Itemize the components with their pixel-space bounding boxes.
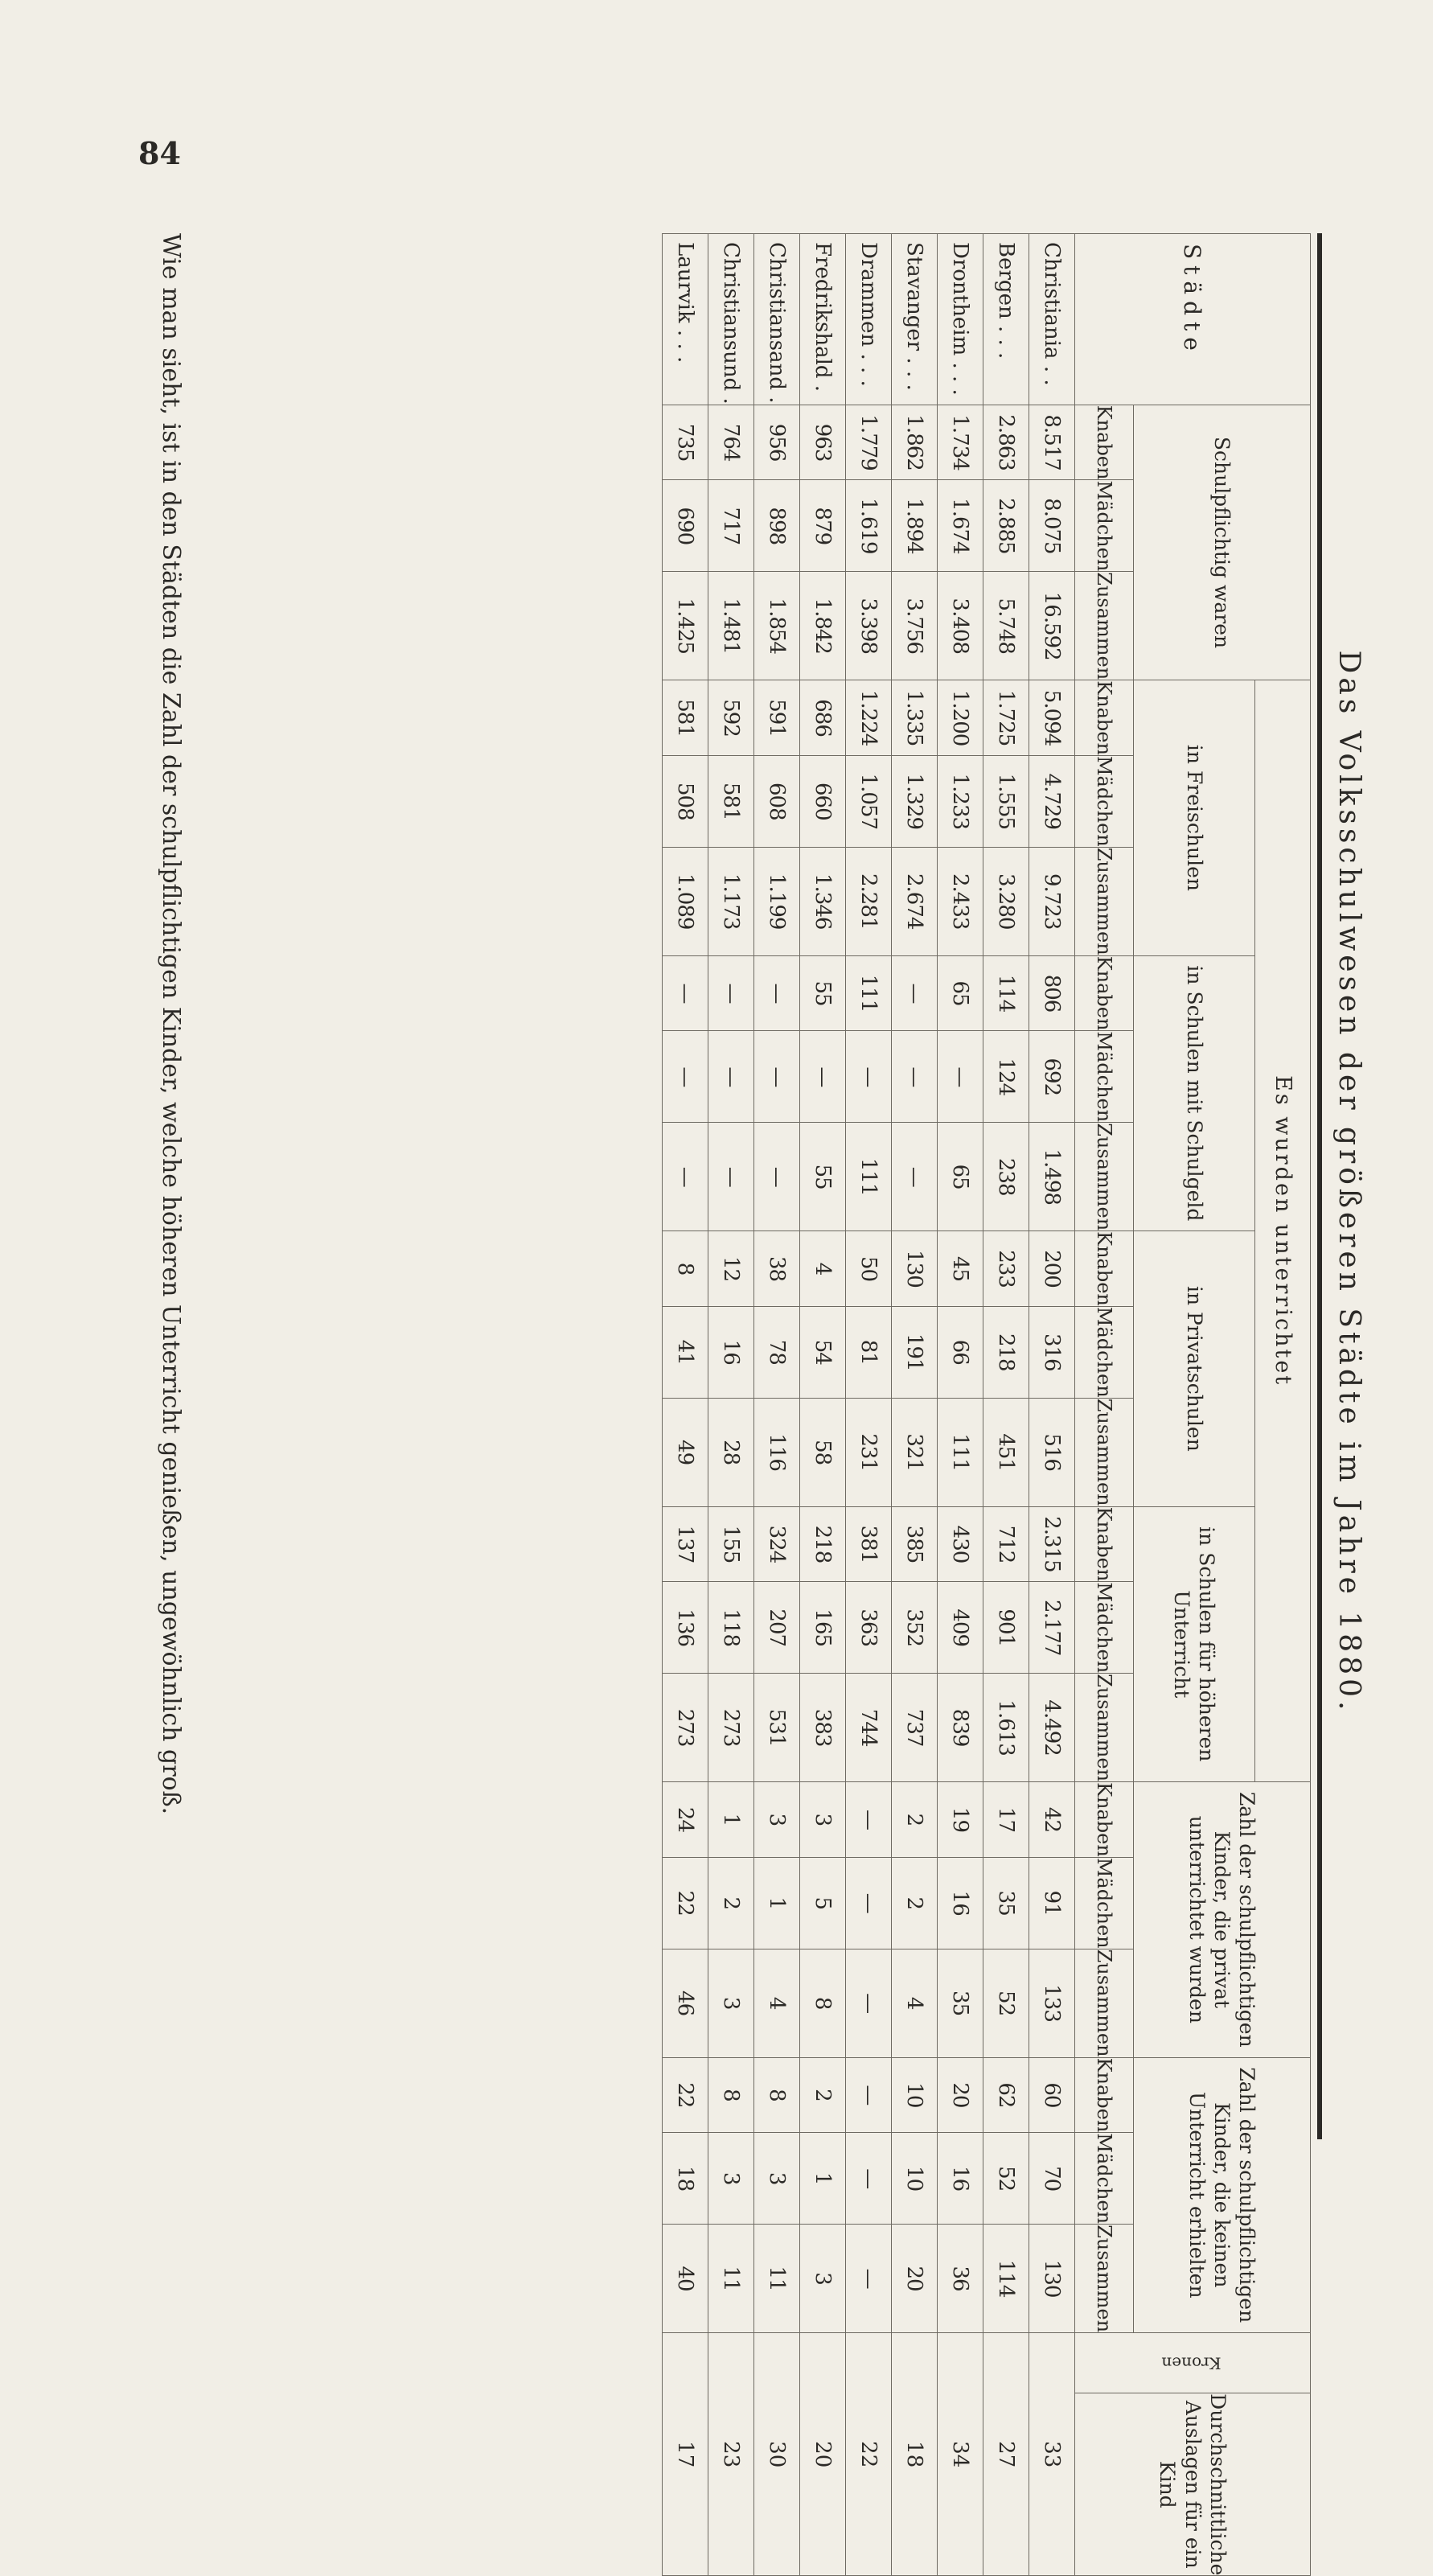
value-cell: — (663, 1123, 708, 1231)
value-cell: 20 (938, 2057, 983, 2133)
value-cell: 3.398 (846, 572, 892, 680)
table-row (983, 234, 1029, 2576)
average-cost-cell: 22 (846, 2333, 892, 2576)
table-row (754, 234, 800, 2576)
value-cell: 70 (1029, 2133, 1075, 2225)
value-cell: 46 (663, 1949, 708, 2057)
value-cell: 50 (846, 1231, 892, 1307)
value-cell: 592 (708, 680, 754, 756)
value-cell: 4.492 (1029, 1674, 1075, 1782)
value-cell: 2 (708, 1857, 754, 1949)
value-cell: 42 (1029, 1782, 1075, 1858)
header-leaf-girls: Mädchen (1075, 480, 1134, 572)
table-row (663, 234, 708, 2576)
value-cell: 18 (663, 2133, 708, 2225)
header-leaf-girls: Mädchen (1075, 2133, 1134, 2225)
header-leaf-boys: Knaben (1075, 1782, 1134, 1858)
value-cell: 4.729 (1029, 755, 1075, 847)
header-free-schools: in Freischulen (1134, 680, 1255, 955)
value-cell: 60 (1029, 2057, 1075, 2133)
value-cell: 130 (1029, 2225, 1075, 2333)
value-cell: — (663, 1031, 708, 1123)
table-body (663, 234, 1075, 2576)
value-cell: 3 (800, 1782, 846, 1858)
value-cell: 430 (938, 1506, 983, 1582)
average-cost-cell: 27 (983, 2333, 1029, 2576)
value-cell: 35 (983, 1857, 1029, 1949)
value-cell: 114 (983, 2225, 1029, 2333)
header-leaf-girls: Mädchen (1075, 755, 1134, 847)
value-cell: 1.862 (892, 405, 938, 480)
value-cell: 692 (1029, 1031, 1075, 1123)
table-row (800, 234, 846, 2576)
city-name: Christiansund . (708, 234, 754, 405)
statistics-table (662, 233, 1311, 2576)
value-cell: 8 (800, 1949, 846, 2057)
value-cell: 66 (938, 1306, 983, 1398)
value-cell: 5.094 (1029, 680, 1075, 756)
value-cell: 385 (892, 1506, 938, 1582)
city-name: Christiania . . (1029, 234, 1075, 405)
value-cell: — (663, 955, 708, 1031)
footnote: Wie man sieht, ist in den Städten die Zahl der schulpflichtigen Kinder, welche höheren Unterricht genießen, ungewöhnlich groß. (157, 233, 185, 1815)
value-cell: 686 (800, 680, 846, 756)
value-cell: 16 (938, 1857, 983, 1949)
average-cost-cell: 17 (663, 2333, 708, 2576)
value-cell: 111 (846, 955, 892, 1031)
value-cell: 273 (663, 1674, 708, 1782)
value-cell: 36 (938, 2225, 983, 2333)
value-cell: 1.734 (938, 405, 983, 480)
value-cell: 352 (892, 1582, 938, 1674)
value-cell: 24 (663, 1782, 708, 1858)
table-row (1029, 234, 1075, 2576)
header-kroner-label: Kronen (1161, 2353, 1222, 2373)
city-name: Stavanger . . . (892, 234, 938, 405)
value-cell: 2.177 (1029, 1582, 1075, 1674)
value-cell: 1.555 (983, 755, 1029, 847)
value-cell: 11 (708, 2225, 754, 2333)
value-cell: 1.335 (892, 680, 938, 756)
value-cell: — (754, 1031, 800, 1123)
value-cell: 1.233 (938, 755, 983, 847)
value-cell: 9.723 (1029, 847, 1075, 955)
value-cell: — (754, 955, 800, 1031)
value-cell: 531 (754, 1674, 800, 1782)
value-cell: 735 (663, 405, 708, 480)
value-cell: 1.842 (800, 572, 846, 680)
value-cell: — (846, 2133, 892, 2225)
value-cell: 55 (800, 1123, 846, 1231)
value-cell: 898 (754, 480, 800, 572)
average-cost-cell: 30 (754, 2333, 800, 2576)
city-name: Drontheim . . . (938, 234, 983, 405)
value-cell: 1.613 (983, 1674, 1029, 1782)
value-cell: 591 (754, 680, 800, 756)
value-cell: 1.481 (708, 572, 754, 680)
value-cell: 4 (754, 1949, 800, 2057)
value-cell: 3 (754, 1782, 800, 1858)
value-cell: 316 (1029, 1306, 1075, 1398)
value-cell: 1.173 (708, 847, 754, 955)
value-cell: 1 (708, 1782, 754, 1858)
value-cell: — (892, 955, 938, 1031)
value-cell: 2.885 (983, 480, 1029, 572)
value-cell: — (846, 1031, 892, 1123)
table-row (846, 234, 892, 2576)
value-cell: 28 (708, 1398, 754, 1506)
value-cell: 55 (800, 955, 846, 1031)
value-cell: 116 (754, 1398, 800, 1506)
value-cell: 111 (938, 1398, 983, 1506)
value-cell: 12 (708, 1231, 754, 1307)
value-cell: 806 (1029, 955, 1075, 1031)
value-cell: — (846, 1949, 892, 2057)
value-cell: 717 (708, 480, 754, 572)
value-cell: 1.425 (663, 572, 708, 680)
value-cell: 2 (800, 2057, 846, 2133)
header-paid-schools: in Schulen mit Schulgeld (1134, 955, 1255, 1230)
value-cell: 451 (983, 1398, 1029, 1506)
header-leaf-boys: Knaben (1075, 2057, 1134, 2133)
header-leaf-total: Zusammen (1075, 1123, 1134, 1231)
header-leaf-row (1075, 234, 1134, 2576)
value-cell: — (708, 955, 754, 1031)
value-cell: 19 (938, 1782, 983, 1858)
header-average-cost: Durchschnittliche Auslagen für ein Kind (1075, 2393, 1311, 2576)
value-cell: 11 (754, 2225, 800, 2333)
value-cell: 136 (663, 1582, 708, 1674)
header-leaf-total: Zusammen (1075, 1949, 1134, 2057)
city-name: Bergen . . . (983, 234, 1029, 405)
value-cell: 218 (800, 1506, 846, 1582)
value-cell: 383 (800, 1674, 846, 1782)
value-cell: 901 (983, 1582, 1029, 1674)
value-cell: 8.075 (1029, 480, 1075, 572)
value-cell: 1.894 (892, 480, 938, 572)
value-cell: 45 (938, 1231, 983, 1307)
city-name: Laurvik . . . (663, 234, 708, 405)
value-cell: 3 (800, 2225, 846, 2333)
value-cell: — (938, 1031, 983, 1123)
value-cell: 38 (754, 1231, 800, 1307)
value-cell: 409 (938, 1582, 983, 1674)
header-leaf-boys: Knaben (1075, 955, 1134, 1031)
value-cell: 1 (754, 1857, 800, 1949)
value-cell: 273 (708, 1674, 754, 1782)
value-cell: 8.517 (1029, 405, 1075, 480)
value-cell: 1.854 (754, 572, 800, 680)
thick-rule-divider (1317, 233, 1322, 2139)
value-cell: 1.779 (846, 405, 892, 480)
header-leaf-girls: Mädchen (1075, 1582, 1134, 1674)
value-cell: 839 (938, 1674, 983, 1782)
value-cell: — (846, 2057, 892, 2133)
value-cell: 963 (800, 405, 846, 480)
value-cell: 111 (846, 1123, 892, 1231)
header-group-instructed: Es wurden unterrichtet (1255, 680, 1311, 1782)
city-name: Christiansand . (754, 234, 800, 405)
value-cell: 114 (983, 955, 1029, 1031)
value-cell: 3.408 (938, 572, 983, 680)
header-private-instruction: Zahl der schulpflichtigen Kinder, die privat unterrichtet wurden (1134, 1782, 1311, 2057)
value-cell: 2 (892, 1857, 938, 1949)
value-cell: 508 (663, 755, 708, 847)
value-cell: 16.592 (1029, 572, 1075, 680)
average-cost-cell: 34 (938, 2333, 983, 2576)
header-leaf-total: Zusammen (1075, 1674, 1134, 1782)
value-cell: — (708, 1031, 754, 1123)
value-cell: 2.863 (983, 405, 1029, 480)
header-leaf-boys: Knaben (1075, 680, 1134, 756)
header-kroner (1075, 2333, 1311, 2393)
value-cell: 1.498 (1029, 1123, 1075, 1231)
value-cell: — (754, 1123, 800, 1231)
value-cell: 10 (892, 2057, 938, 2133)
value-cell: 54 (800, 1306, 846, 1398)
header-private-schools: in Privatschulen (1134, 1231, 1255, 1506)
value-cell: 2.315 (1029, 1506, 1075, 1582)
value-cell: 2.674 (892, 847, 938, 955)
value-cell: 363 (846, 1582, 892, 1674)
header-no-instruction: Zahl der schulpflichtigen Kinder, die keinen Unterricht erhielten (1134, 2057, 1311, 2332)
value-cell: 231 (846, 1398, 892, 1506)
value-cell: 133 (1029, 1949, 1075, 2057)
value-cell: 22 (663, 2057, 708, 2133)
value-cell: 65 (938, 1123, 983, 1231)
header-leaf-boys: Knaben (1075, 405, 1134, 480)
value-cell: 218 (983, 1306, 1029, 1398)
value-cell: 124 (983, 1031, 1029, 1123)
value-cell: 16 (708, 1306, 754, 1398)
value-cell: — (846, 1782, 892, 1858)
table-row (708, 234, 754, 2576)
value-cell: 1.346 (800, 847, 846, 955)
value-cell: 58 (800, 1398, 846, 1506)
header-leaf-total: Zusammen (1075, 572, 1134, 680)
value-cell: — (846, 2225, 892, 2333)
header-leaf-boys: Knaben (1075, 1231, 1134, 1307)
value-cell: — (800, 1031, 846, 1123)
value-cell: 3 (708, 2133, 754, 2225)
value-cell: 49 (663, 1398, 708, 1506)
value-cell: 608 (754, 755, 800, 847)
rotated-table-page (129, 201, 1375, 2576)
header-leaf-total: Zusammen (1075, 2225, 1134, 2333)
header-leaf-total: Zusammen (1075, 1398, 1134, 1506)
value-cell: 52 (983, 2133, 1029, 2225)
value-cell: 207 (754, 1582, 800, 1674)
value-cell: 233 (983, 1231, 1029, 1307)
value-cell: 118 (708, 1582, 754, 1674)
value-cell: 3.280 (983, 847, 1029, 955)
value-cell: 381 (846, 1506, 892, 1582)
value-cell: 3 (754, 2133, 800, 2225)
value-cell: 1.089 (663, 847, 708, 955)
value-cell: 712 (983, 1506, 1029, 1582)
value-cell: 200 (1029, 1231, 1075, 1307)
value-cell: 40 (663, 2225, 708, 2333)
value-cell: 238 (983, 1123, 1029, 1231)
value-cell: 10 (892, 2133, 938, 2225)
value-cell: 41 (663, 1306, 708, 1398)
value-cell: 581 (663, 680, 708, 756)
value-cell: — (846, 1857, 892, 1949)
value-cell: 4 (892, 1949, 938, 2057)
value-cell: 155 (708, 1506, 754, 1582)
value-cell: 62 (983, 2057, 1029, 2133)
value-cell: 81 (846, 1306, 892, 1398)
header-schoolage: Schulpflichtig waren (1134, 405, 1311, 680)
header-leaf-total: Zusammen (1075, 847, 1134, 955)
value-cell: 165 (800, 1582, 846, 1674)
value-cell: 52 (983, 1949, 1029, 2057)
average-cost-cell: 18 (892, 2333, 938, 2576)
value-cell: 16 (938, 2133, 983, 2225)
value-cell: 8 (663, 1231, 708, 1307)
value-cell: 321 (892, 1398, 938, 1506)
header-leaf-girls: Mädchen (1075, 1306, 1134, 1398)
value-cell: 1.224 (846, 680, 892, 756)
value-cell: 20 (892, 2225, 938, 2333)
value-cell: 690 (663, 480, 708, 572)
value-cell: 1.200 (938, 680, 983, 756)
city-name: Fredrikshald . (800, 234, 846, 405)
table-row (938, 234, 983, 2576)
value-cell: 137 (663, 1506, 708, 1582)
value-cell: 764 (708, 405, 754, 480)
table-row (892, 234, 938, 2576)
value-cell: 660 (800, 755, 846, 847)
value-cell: 78 (754, 1306, 800, 1398)
value-cell: 581 (708, 755, 754, 847)
value-cell: 1.329 (892, 755, 938, 847)
value-cell: — (892, 1123, 938, 1231)
value-cell: 3.756 (892, 572, 938, 680)
table-title: Das Volksschulwesen der größeren Städte im Jahre 1880. (1332, 650, 1365, 1715)
average-cost-cell: 20 (800, 2333, 846, 2576)
value-cell: 17 (983, 1782, 1029, 1858)
city-name: Drammen . . . (846, 234, 892, 405)
value-cell: 22 (663, 1857, 708, 1949)
value-cell: 744 (846, 1674, 892, 1782)
average-cost-cell: 23 (708, 2333, 754, 2576)
value-cell: 65 (938, 955, 983, 1031)
average-cost-cell: 33 (1029, 2333, 1075, 2576)
value-cell: 2.281 (846, 847, 892, 955)
value-cell: 956 (754, 405, 800, 480)
page-number: 84 (138, 135, 181, 171)
header-higher-schools: in Schulen für höheren Unterricht (1134, 1506, 1255, 1781)
value-cell: 1.619 (846, 480, 892, 572)
header-leaf-girls: Mädchen (1075, 1857, 1134, 1949)
value-cell: 1.725 (983, 680, 1029, 756)
value-cell: 35 (938, 1949, 983, 2057)
value-cell: 91 (1029, 1857, 1075, 1949)
value-cell: 191 (892, 1306, 938, 1398)
value-cell: 737 (892, 1674, 938, 1782)
header-cities: Städte (1075, 234, 1311, 405)
header-leaf-girls: Mädchen (1075, 1031, 1134, 1123)
value-cell: 1.057 (846, 755, 892, 847)
value-cell: 1.674 (938, 480, 983, 572)
value-cell: 8 (708, 2057, 754, 2133)
value-cell: 5 (800, 1857, 846, 1949)
value-cell: 2 (892, 1782, 938, 1858)
value-cell: 3 (708, 1949, 754, 2057)
value-cell: — (892, 1031, 938, 1123)
value-cell: 4 (800, 1231, 846, 1307)
value-cell: 2.433 (938, 847, 983, 955)
header-leaf-boys: Knaben (1075, 1506, 1134, 1582)
value-cell: 516 (1029, 1398, 1075, 1506)
value-cell: 1.199 (754, 847, 800, 955)
value-cell: 324 (754, 1506, 800, 1582)
value-cell: 130 (892, 1231, 938, 1307)
value-cell: — (708, 1123, 754, 1231)
value-cell: 8 (754, 2057, 800, 2133)
value-cell: 5.748 (983, 572, 1029, 680)
value-cell: 1 (800, 2133, 846, 2225)
value-cell: 879 (800, 480, 846, 572)
